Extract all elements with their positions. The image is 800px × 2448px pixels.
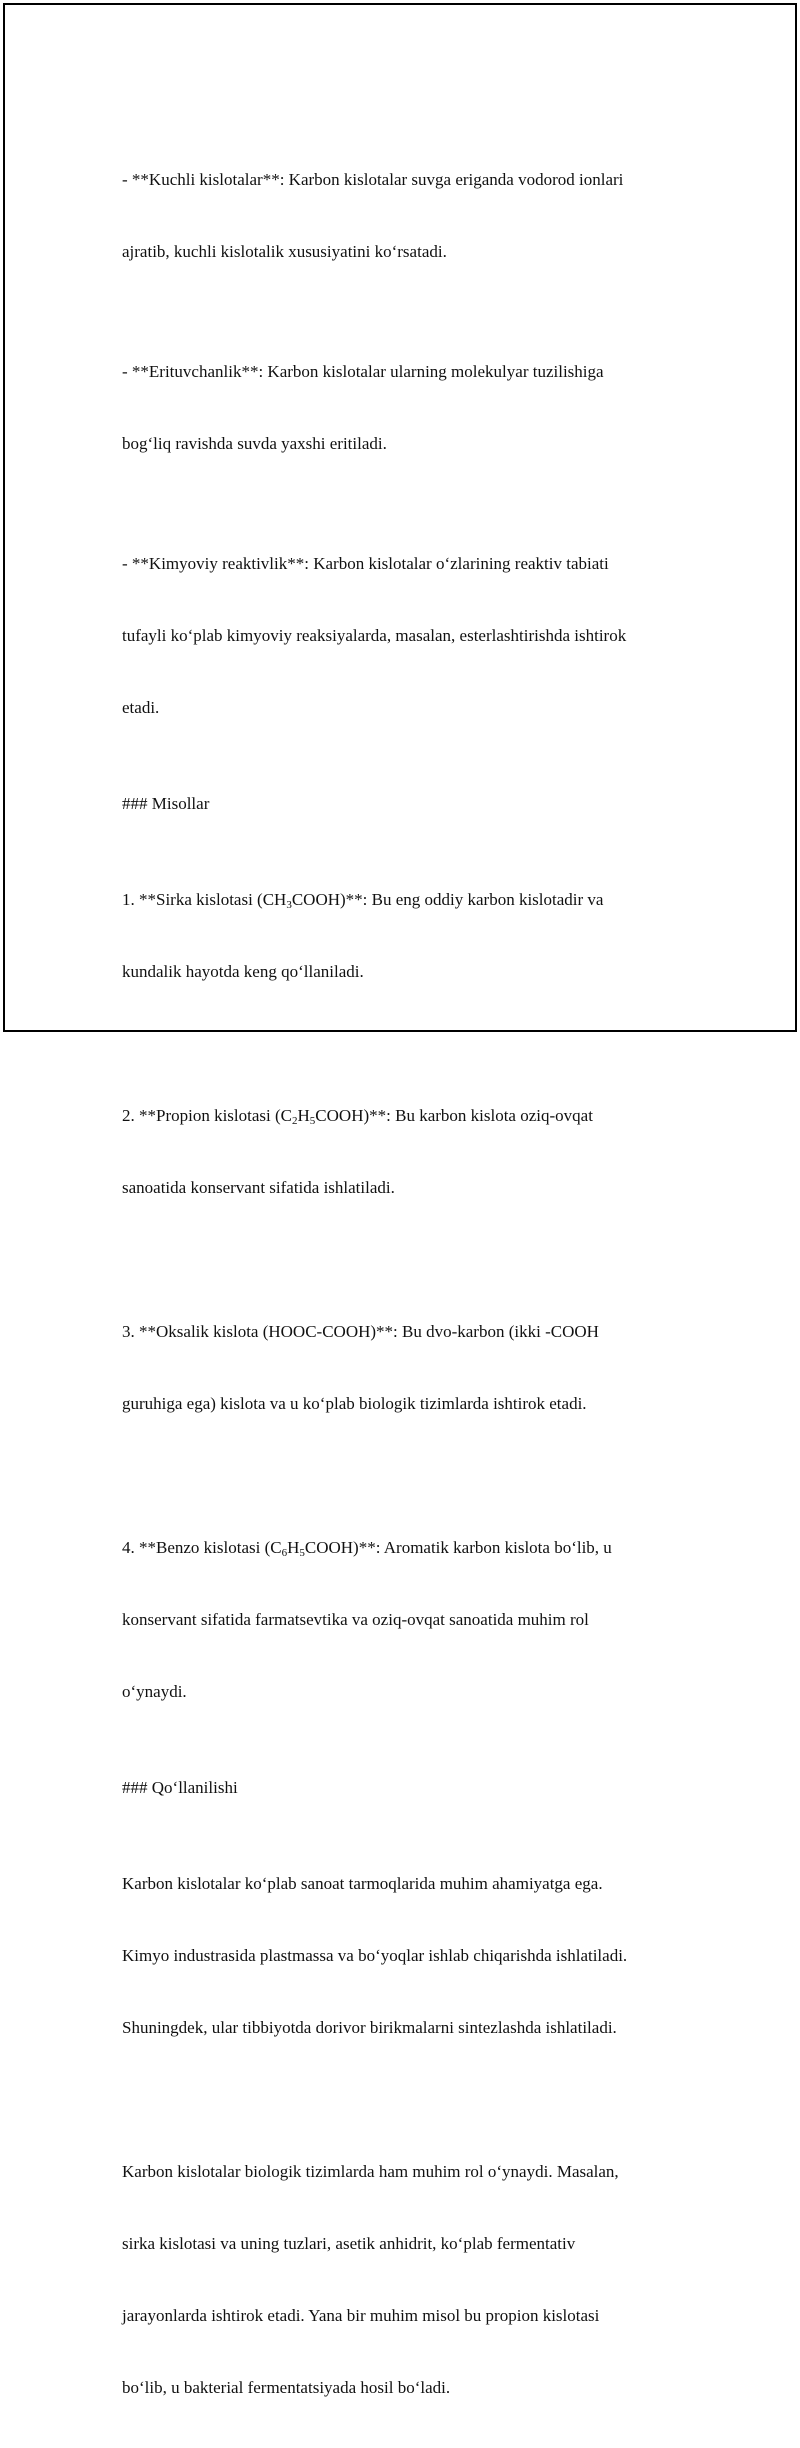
subscript: 6 [281,1547,288,1559]
text-line: kundalik hayotda keng qo‘llaniladi. [122,962,364,981]
heading-usage: ### Qo‘llanilishi [122,1778,238,1797]
text-run: 4. **Benzo kislotasi (C [122,1538,282,1557]
spacer [122,1032,682,1056]
subscript: 3 [286,899,292,911]
spacer [122,1752,682,1776]
usage-paragraph [122,1824,682,2088]
property-item-reactivity [122,504,682,768]
text-run: COOH)**: Bu karbon kislota oziq-ovqat [315,1106,593,1125]
text-line: - **Erituvchanlik**: Karbon kislotalar ularning molekulyar tuzilishiga [122,362,604,381]
usage-paragraph [122,2112,682,2448]
text-run: COOH)**: Bu eng oddiy karbon kislotadir va [291,890,604,909]
spacer [122,1248,682,1272]
spacer [122,816,682,840]
document-body [122,120,682,2448]
text-line: tufayli ko‘plab kimyoviy reaksiyalarda, masalan, esterlashtirishda ishtirok [122,626,627,645]
text-run: H [287,1538,300,1557]
text-line: etadi. [122,698,160,717]
text-run: H [297,1106,310,1125]
text-run: 1. **Sirka kislotasi (CH [122,890,287,909]
text-run: COOH)**: Aromatik karbon kislota bo‘lib, u [304,1538,612,1557]
example-item-benzoic-acid [122,1488,682,1752]
text-line [122,1104,682,1128]
spacer [122,768,682,792]
subscript: 5 [309,1115,316,1127]
heading-examples: ### Misollar [122,794,210,813]
example-item-oxalic-acid [122,1272,682,1464]
example-item-propionic-acid [122,1056,682,1248]
example-item-acetic-acid [122,840,682,1032]
subscript: 5 [299,1547,305,1559]
page-frame [3,3,797,2397]
text-line: sirka kislotasi va uning tuzlari, asetik anhidrit, ko‘plab fermentativ [122,2234,576,2253]
text-line: Kimyo industrasida plastmassa va bo‘yoqlar ishlab chiqarishda ishlatiladi. [122,1946,628,1965]
text-line: sanoatida konservant sifatida ishlatiladi. [122,1178,395,1197]
text-line: - **Kuchli kislotalar**: Karbon kislotalar suvga eriganda vodorod ionlari [122,170,624,189]
subscript: 2 [292,1115,298,1127]
property-item-strong-acids [122,120,682,312]
text-line: Karbon kislotalar biologik tizimlarda ham muhim rol o‘ynaydi. Masalan, [122,2162,619,2181]
text-line: o‘ynaydi. [122,1682,187,1701]
text-line: ajratib, kuchli kislotalik xususiyatini ko‘rsatadi. [122,242,447,261]
spacer [122,1800,682,1824]
text-line: 3. **Oksalik kislota (HOOC-COOH)**: Bu dvo-karbon (ikki -COOH [122,1322,599,1341]
text-line: konservant sifatida farmatsevtika va oziq-ovqat sanoatida muhim rol [122,1610,589,1629]
text-line: bog‘liq ravishda suvda yaxshi eritiladi. [122,434,387,453]
text-run: 2. **Propion kislotasi (C [122,1106,293,1125]
spacer [122,2088,682,2112]
spacer [122,1464,682,1488]
text-line: guruhiga ega) kislota va u ko‘plab biologik tizimlarda ishtirok etadi. [122,1394,587,1413]
text-line: - **Kimyoviy reaktivlik**: Karbon kislotalar o‘zlarining reaktiv tabiati [122,554,609,573]
text-line: Karbon kislotalar ko‘plab sanoat tarmoqlarida muhim ahamiyatga ega. [122,1874,603,1893]
text-line [122,888,682,912]
text-line: jarayonlarda ishtirok etadi. Yana bir muhim misol bu propion kislotasi [122,2306,600,2325]
text-line: bo‘lib, u bakterial fermentatsiyada hosil bo‘ladi. [122,2378,451,2397]
text-line: Shuningdek, ular tibbiyotda dorivor birikmalarni sintezlashda ishlatiladi. [122,2018,617,2037]
property-item-solubility [122,312,682,504]
text-line [122,1536,682,1560]
